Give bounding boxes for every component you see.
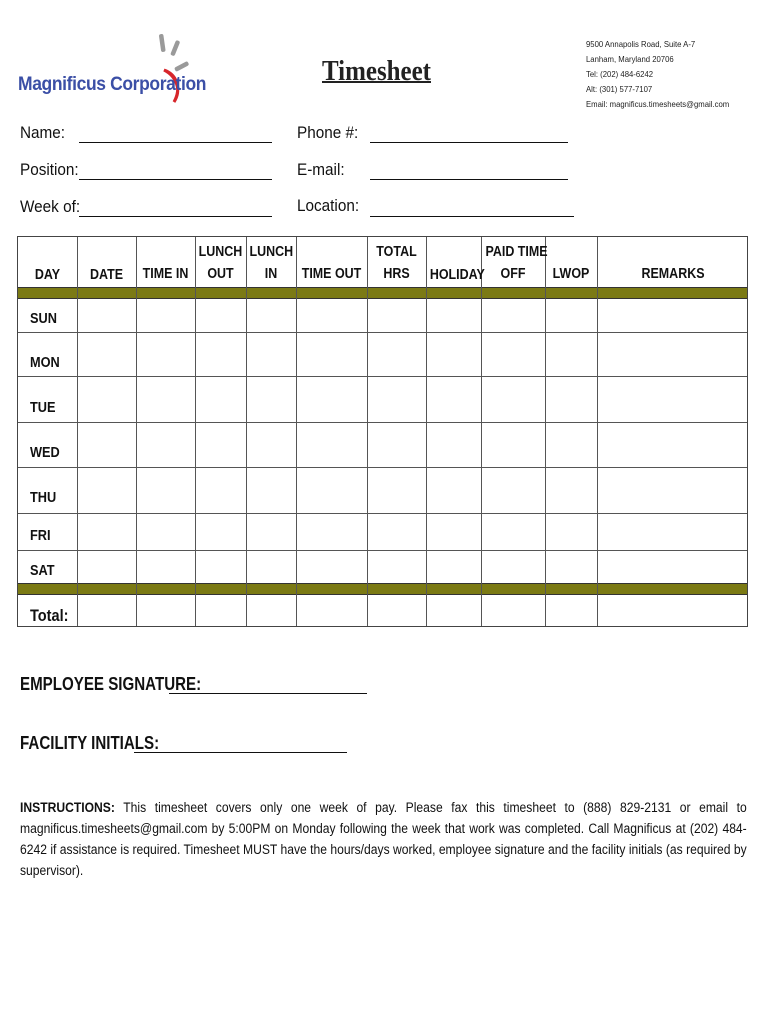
header-line: PAID TIME (485, 244, 548, 260)
column-header-lunch-out (199, 241, 243, 285)
location-label: Location: (297, 196, 360, 215)
row-divider (18, 376, 747, 377)
instructions-label: INSTRUCTIONS: (20, 800, 115, 815)
week-of-field[interactable] (79, 216, 272, 217)
column-divider (195, 237, 196, 626)
address-line: 9500 Annapolis Road, Suite A-7 (586, 39, 696, 49)
phone-field[interactable] (370, 142, 568, 143)
company-logo (14, 32, 207, 107)
name-field[interactable] (79, 142, 272, 143)
phone-label: Phone #: (297, 123, 359, 142)
column-header-remarks: REMARKS (641, 266, 705, 282)
column-header-holiday: HOLIDAY (429, 267, 485, 283)
column-header-time-in: TIME IN (142, 266, 189, 282)
row-divider (18, 467, 747, 468)
address-line: Lanham, Maryland 20706 (586, 54, 674, 64)
row-divider (18, 332, 747, 333)
position-field[interactable] (79, 179, 272, 180)
week-of-label: Week of: (20, 197, 81, 216)
address-phone: Tel: (202) 484-6242 (586, 69, 654, 79)
name-label: Name: (20, 123, 66, 142)
column-header-lunch-in (250, 241, 293, 285)
facility-initials-label: FACILITY INITIALS: (20, 733, 160, 753)
row-label-mon: MON (30, 355, 60, 371)
position-label: Position: (20, 160, 79, 179)
total-divider-band (18, 583, 747, 595)
header-line: HRS (383, 266, 410, 282)
page-title: Timesheet (322, 55, 431, 87)
column-divider (481, 237, 482, 626)
header-line: TOTAL (376, 244, 417, 260)
header-line: IN (264, 266, 278, 282)
column-divider (296, 237, 297, 626)
row-label-total: Total: (30, 607, 69, 625)
column-divider (426, 237, 427, 626)
row-divider (18, 550, 747, 551)
column-header-day: DAY (34, 267, 61, 283)
employee-signature-field[interactable] (169, 693, 367, 694)
instructions-paragraph (20, 797, 747, 881)
address-alt-phone: Alt: (301) 577-7107 (586, 84, 653, 94)
column-header-time-out: TIME OUT (301, 266, 362, 282)
row-divider (18, 513, 747, 514)
header-line: OFF (500, 266, 526, 282)
header-line: LUNCH (198, 244, 243, 260)
header-divider-band (18, 287, 747, 299)
row-label-thu: THU (30, 490, 57, 506)
timesheet-table (17, 236, 748, 627)
row-divider (18, 422, 747, 423)
email-field[interactable] (370, 179, 568, 180)
row-label-tue: TUE (30, 400, 56, 416)
address-email: Email: magnificus.timesheets@gmail.com (586, 99, 730, 109)
column-divider (367, 237, 368, 626)
column-divider (545, 237, 546, 626)
location-field[interactable] (370, 216, 574, 217)
row-label-sat: SAT (30, 563, 55, 579)
column-divider (136, 237, 137, 626)
company-name: Magnificus Corporation (18, 74, 207, 95)
row-label-wed: WED (30, 445, 60, 461)
instructions-text: This timesheet covers only one week of pay. Please fax this timesheet to (888) 829-2131 or email to magnificus.timesheets@gmail.com by 5:00PM on Monday following the week that work was completed. Call Magnificus at (202) 484-6242 if assistance is required. Timesheet MUST have the hours/days worked, employee signature and the facility initials (as required by supervisor). (20, 800, 747, 878)
column-header-date: DATE (89, 267, 124, 283)
column-header-paid-time-off (485, 241, 548, 285)
header-line: LUNCH (249, 244, 294, 260)
email-label: E-mail: (297, 160, 345, 179)
column-header-total-hrs (371, 241, 422, 285)
row-label-fri: FRI (30, 528, 51, 544)
company-address (586, 37, 745, 112)
header-line: OUT (207, 266, 234, 282)
row-label-sun: SUN (30, 311, 57, 327)
column-divider (246, 237, 247, 626)
employee-signature-label: EMPLOYEE SIGNATURE: (20, 674, 202, 694)
facility-initials-field[interactable] (134, 752, 347, 753)
column-divider (597, 237, 598, 626)
column-divider (77, 237, 78, 626)
column-header-lwop: LWOP (552, 266, 590, 282)
